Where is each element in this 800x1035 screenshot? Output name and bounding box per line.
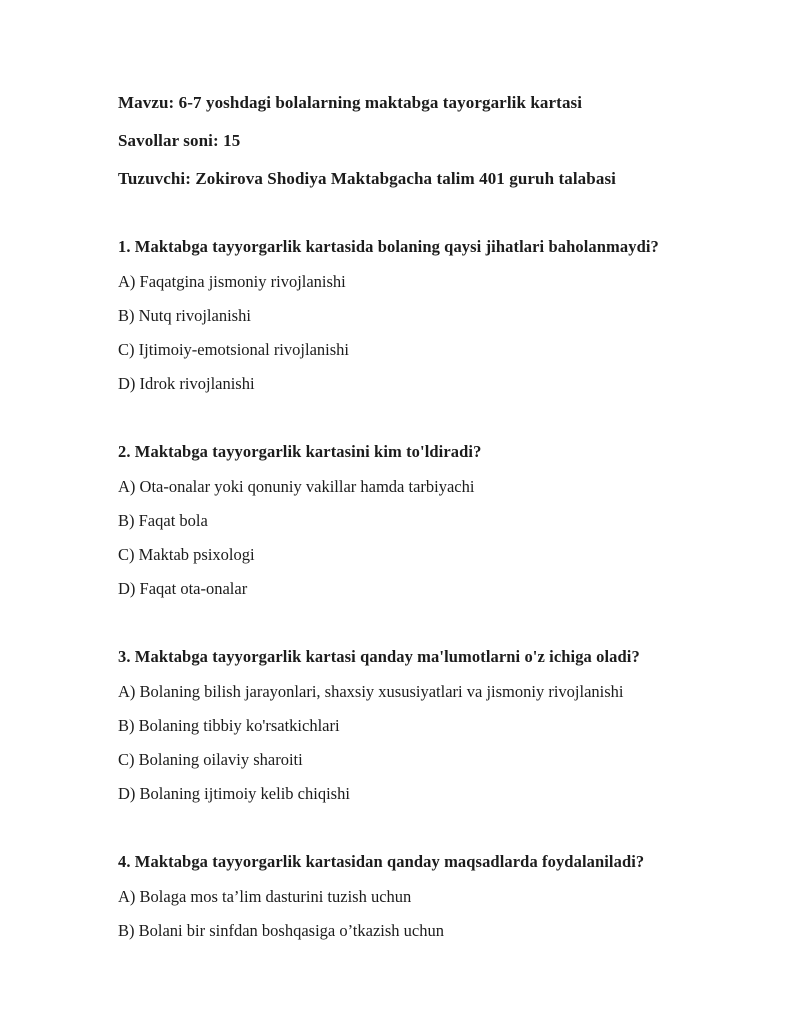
question-block-1 bbox=[118, 236, 690, 394]
question-option-c: C) Maktab psixologi bbox=[118, 545, 255, 564]
question-option-b: B) Nutq rivojlanishi bbox=[118, 306, 251, 325]
question-option-d: D) Faqat ota-onalar bbox=[118, 579, 248, 598]
question-title: 3. Maktabga tayyorgarlik kartasi qanday ma'lumotlarni o'z ichiga oladi? bbox=[118, 647, 640, 666]
question-title: 1. Maktabga tayyorgarlik kartasida bolaning qaysi jihatlari baholanmaydi? bbox=[118, 237, 659, 256]
question-option-b: B) Faqat bola bbox=[118, 511, 208, 530]
question-option-a: A) Bolaga mos ta’lim dasturini tuzish uchun bbox=[118, 887, 412, 906]
question-title: 4. Maktabga tayyorgarlik kartasidan qanday maqsadlarda foydalaniladi? bbox=[118, 852, 645, 871]
question-option-c: C) Bolaning oilaviy sharoiti bbox=[118, 750, 303, 769]
question-block-2 bbox=[118, 441, 690, 599]
question-option-a: A) Faqatgina jismoniy rivojlanishi bbox=[118, 272, 346, 291]
question-block-4 bbox=[118, 851, 690, 941]
author-line: Tuzuvchi: Zokirova Shodiya Maktabgacha talim 401 guruh talabasi bbox=[118, 169, 616, 188]
question-option-a: A) Bolaning bilish jarayonlari, shaxsiy xususiyatlari va jismoniy rivojlanishi bbox=[118, 682, 624, 701]
question-count-line: Savollar soni: 15 bbox=[118, 131, 241, 150]
question-option-d: D) Idrok rivojlanishi bbox=[118, 374, 255, 393]
question-option-c: C) Ijtimoiy-emotsional rivojlanishi bbox=[118, 340, 349, 359]
question-option-b: B) Bolaning tibbiy ko'rsatkichlari bbox=[118, 716, 340, 735]
question-option-a: A) Ota-onalar yoki qonuniy vakillar hamda tarbiyachi bbox=[118, 477, 475, 496]
topic-line: Mavzu: 6-7 yoshdagi bolalarning maktabga tayorgarlik kartasi bbox=[118, 93, 583, 112]
question-option-d: D) Bolaning ijtimoiy kelib chiqishi bbox=[118, 784, 350, 803]
question-block-3 bbox=[118, 646, 690, 804]
question-option-b: B) Bolani bir sinfdan boshqasiga o’tkazish uchun bbox=[118, 921, 444, 940]
doc-header bbox=[118, 92, 690, 189]
question-title: 2. Maktabga tayyorgarlik kartasini kim to'ldiradi? bbox=[118, 442, 482, 461]
